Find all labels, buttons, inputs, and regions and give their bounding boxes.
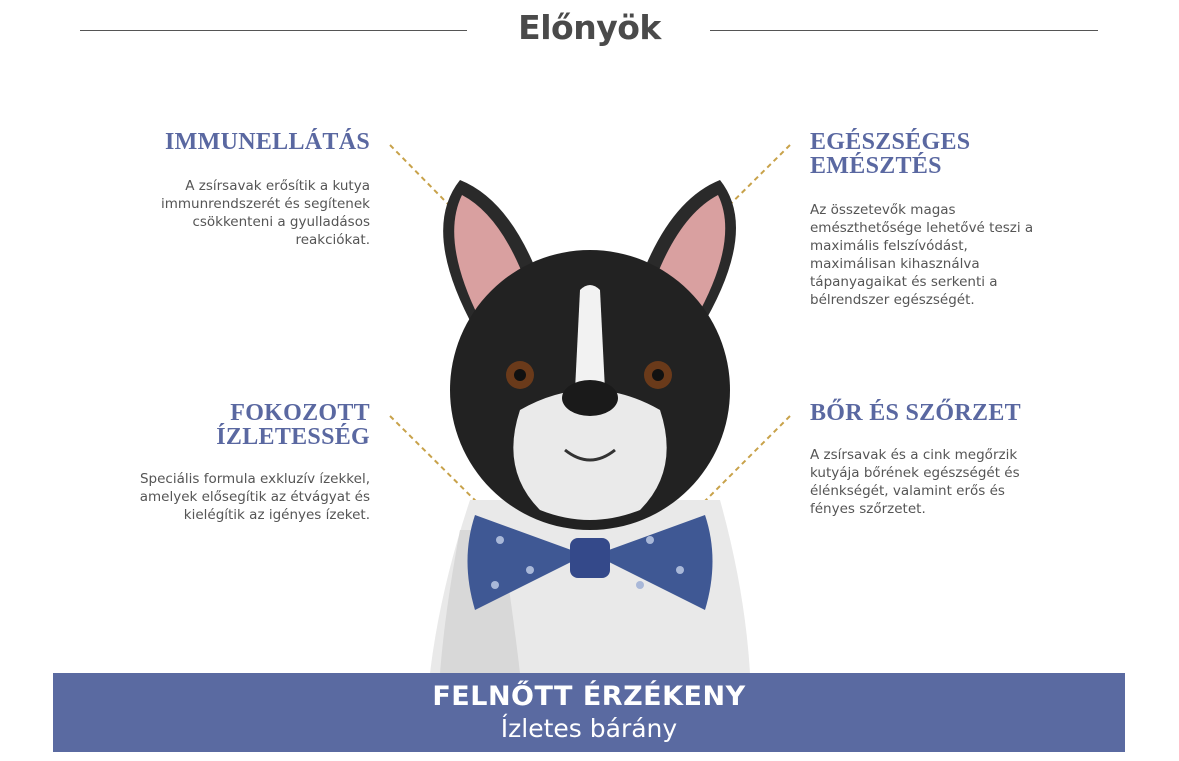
digestion-text-line: bélrendszer egészségét.: [810, 292, 975, 308]
coat-text: [810, 446, 1110, 518]
digestion-heading-line: EGÉSZSÉGES: [810, 129, 971, 155]
coat-text-line: fényes szőrzetet.: [810, 501, 926, 517]
banner-flavor-line: Ízletes bárány: [500, 714, 678, 743]
immune-text-line: immunrendszerét és segítenek: [161, 196, 370, 212]
digestion-text-line: emészthetősége lehetővé teszi a: [810, 220, 1034, 236]
taste-heading-line: ÍZLETESSÉG: [216, 424, 370, 450]
digestion-text: [810, 201, 1130, 309]
taste-text-line: Speciális formula exkluzív ízekkel,: [139, 471, 370, 487]
digestion-text-line: maximális felszívódást,: [810, 238, 968, 254]
immune-text-line: csökkenteni a gyulladásos: [192, 214, 370, 230]
banner-product-line: FELNŐTT ÉRZÉKENY: [432, 681, 746, 712]
immune-text-line: A zsírsavak erősítik a kutya: [185, 178, 370, 194]
taste-text-line: kielégítik az igényes ízeket.: [183, 507, 370, 523]
product-banner: [53, 673, 1125, 752]
coat-text-line: kutyája bőrének egészségét és: [810, 465, 1020, 481]
digestion-text-line: tápanyagaikat és serkenti a: [810, 274, 998, 290]
coat-text-line: élénkségét, valamint erős és: [810, 483, 1005, 499]
taste-heading-line: FOKOZOTT: [230, 400, 370, 426]
taste-heading: [120, 401, 370, 449]
taste-text-line: amelyek elősegítik az étvágyat és: [139, 489, 370, 505]
digestion-text-line: Az összetevők magas: [810, 202, 956, 218]
digestion-heading-line: EMÉSZTÉS: [810, 153, 942, 179]
immune-heading: IMMUNELLÁTÁS: [165, 129, 370, 155]
coat-text-line: A zsírsavak és a cink megőrzik: [810, 447, 1018, 463]
coat-heading: BŐR ÉS SZŐRZET: [810, 400, 1021, 426]
page-title: Előnyök: [518, 8, 661, 47]
taste-text: [80, 470, 370, 524]
digestion-heading: [810, 130, 1110, 178]
immune-text: [100, 177, 370, 249]
immune-text-line: reakciókat.: [295, 232, 370, 248]
dog-illustration: [400, 170, 780, 673]
digestion-text-line: maximálisan kihasználva: [810, 256, 980, 272]
